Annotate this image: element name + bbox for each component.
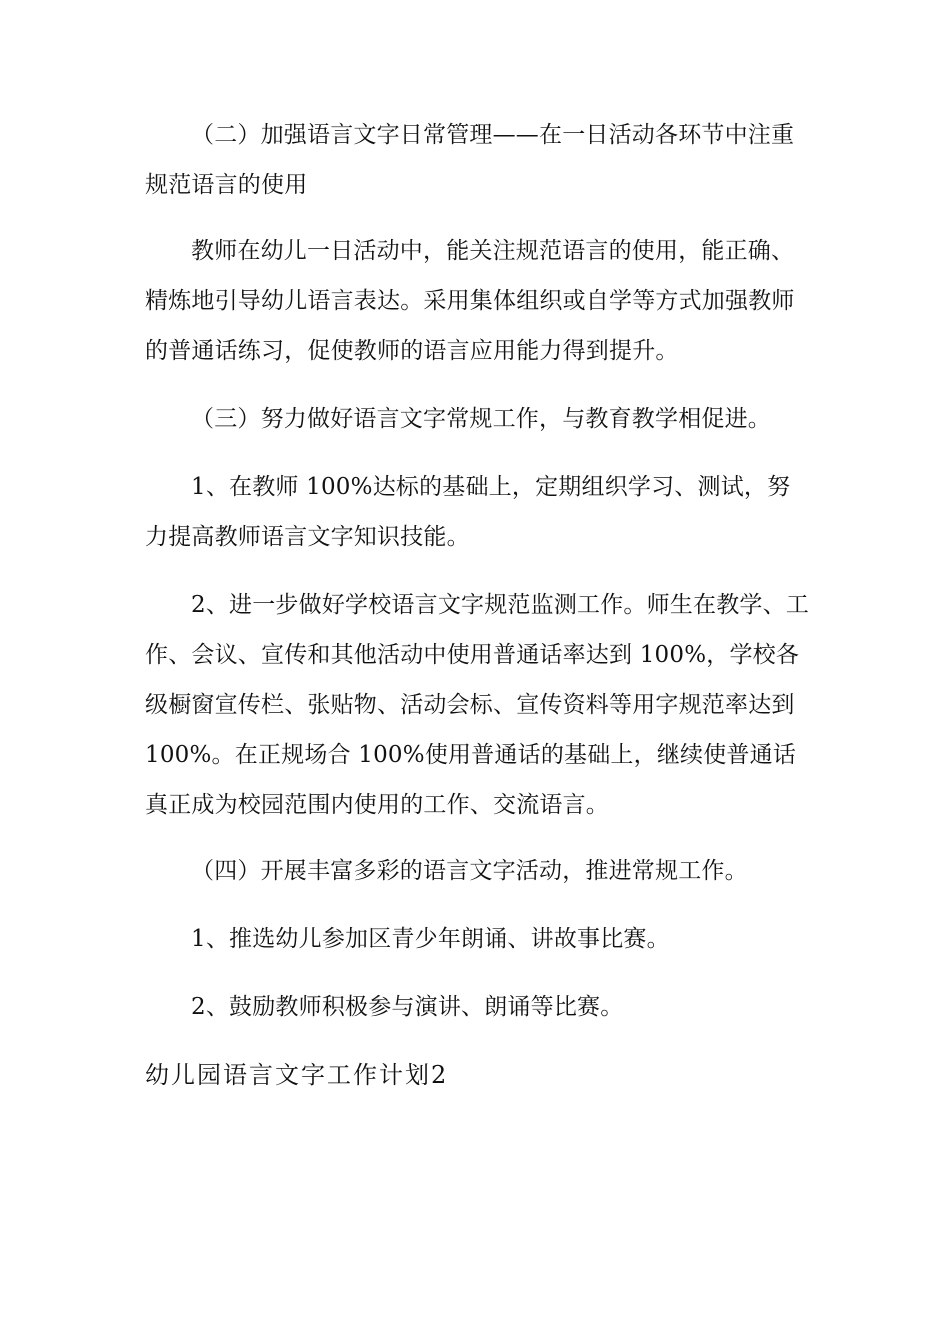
paragraph-item-one-recitation: 1、推选幼儿参加区青少年朗诵、讲故事比赛。 (191, 926, 670, 952)
paragraph-section-four-heading: （四）开展丰富多彩的语言文字活动，推进常规工作。 (191, 858, 748, 884)
paragraph-section-three-heading: （三）努力做好语言文字常规工作，与教育教学相促进。 (191, 406, 771, 432)
paragraph-section-two-heading: （二）加强语言文字日常管理——在一日活动各环节中注重规范语言的使用 (145, 122, 795, 198)
paragraph-teacher-language: 教师在幼儿一日活动中，能关注规范语言的使用，能正确、精炼地引导幼儿语言表达。采用集体组织或自学等方式加强教师的普通话练习，促使教师的语言应用能力得到提升。 (145, 238, 795, 364)
paragraph-item-one-standards: 1、在教师 100%达标的基础上，定期组织学习、测试，努力提高教师语言文字知识技能。 (145, 474, 791, 550)
paragraph-item-two-monitoring: 2、进一步做好学校语言文字规范监测工作。师生在教学、工作、会议、宣传和其他活动中使用普通话率达到 100%，学校各级橱窗宣传栏、张贴物、活动会标、宣传资料等用字规范率达到 100%。在正规场合 100%使用普通话的基础上，继续使普通话真正成为校园范围内使用的工作、交流语言。 (145, 592, 810, 818)
paragraph-item-two-competitions: 2、鼓励教师积极参与演讲、朗诵等比赛。 (191, 994, 624, 1020)
section-title-plan-2: 幼儿园语言文字工作计划2 (145, 1061, 449, 1089)
